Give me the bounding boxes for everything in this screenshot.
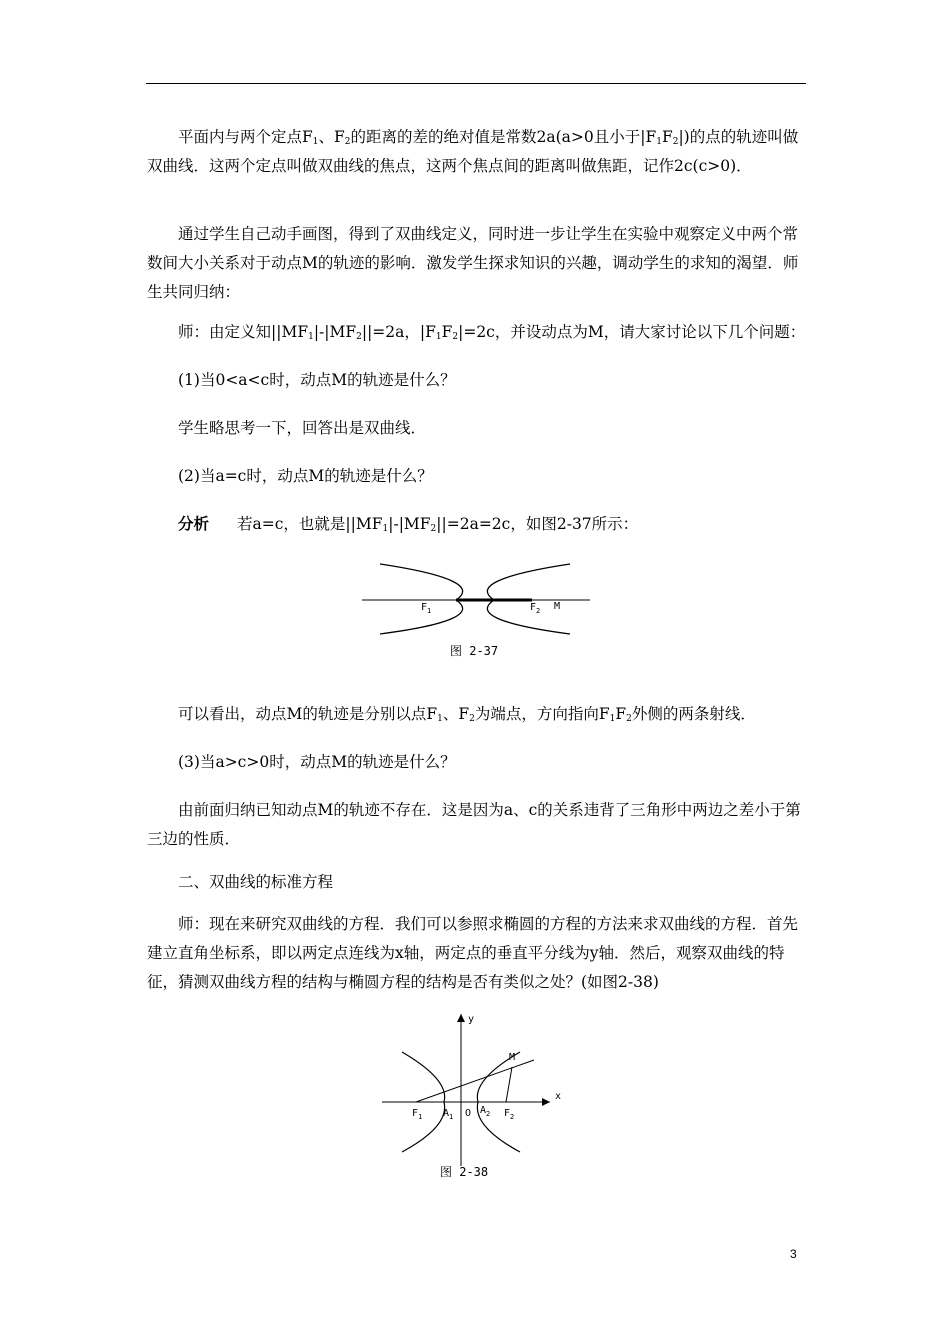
figure-2-38-caption: 图 2-38: [440, 1165, 489, 1179]
answer-1: 学生略思考一下，回答出是双曲线．: [178, 419, 427, 437]
x-axis-arrow: [542, 1098, 550, 1106]
label-m: M: [509, 1052, 516, 1063]
y-axis-arrow: [457, 1014, 465, 1022]
label-f1: $F_1$: [421, 602, 432, 615]
label-a2: $A_2$: [480, 1105, 491, 1118]
question-1: (1)当0<a<c时，动点M的轨迹是什么？: [178, 371, 456, 389]
figure-2-37-caption: 图 2-37: [450, 644, 499, 658]
line-f2-m: [506, 1067, 512, 1102]
hyperbola-left-branch: [380, 564, 463, 634]
paragraph-definition: 平面内与两个定点$F_1$、$F_2$的距离的差的绝对值是常数2a(a>0且小于$|F_1F_2|$)的点的轨迹叫做双曲线．这两个定点叫做双曲线的焦点，这两个焦点间的距离叫做焦距，记作2c(c>0)．: [147, 128, 799, 175]
figure-2-37: [358, 556, 594, 664]
question-3: (3)当a>c>0时，动点M的轨迹是什么？: [178, 753, 456, 771]
analysis-line: 分析 若a=c，也就是$||MF_1|-|MF_2||=2a=2c$，如图2-37所示：: [178, 515, 639, 534]
figure-2-38: [380, 1010, 580, 1182]
label-f1: $F_1$: [412, 1108, 423, 1121]
paragraph-no-locus: 由前面归纳已知动点M的轨迹不存在．这是因为a、c的关系违背了三角形中两边之差小于第三边的性质．: [147, 801, 801, 848]
paragraph-rays: 可以看出，动点M的轨迹是分别以点$F_1$、$F_2$为端点，方向指向$F_1F_2$外侧的两条射线．: [178, 705, 756, 724]
label-origin: O: [465, 1108, 472, 1119]
paragraph-equation-intro: 师：现在来研究双曲线的方程．我们可以参照求椭圆的方程的方法来求双曲线的方程．首先建立直角坐标系，即以两定点连线为x轴，两定点的垂直平分线为y轴．然后，观察双曲线的特征，猜测双曲线方程的结构与椭圆方程的结构是否有类似之处？(如图2-38): [147, 915, 799, 991]
section-heading-standard-equation: 二、双曲线的标准方程: [178, 873, 334, 891]
analysis-label: 分析: [178, 515, 210, 533]
label-f2: $F_2$: [530, 602, 541, 615]
question-2: (2)当a=c时，动点M的轨迹是什么？: [178, 467, 433, 485]
paragraph-teacher-question: 师：由定义知$||MF_1|-|MF_2||=2a$，$|F_1F_2|=2c$，并设动点为M，请大家讨论以下几个问题：: [178, 323, 806, 342]
page-number: 3: [790, 1247, 797, 1261]
label-f2: $F_2$: [504, 1108, 515, 1121]
line-f1-m: [416, 1060, 534, 1102]
label-m: M: [554, 601, 561, 612]
header-rule: [146, 83, 806, 84]
label-x: x: [555, 1091, 562, 1102]
label-y: y: [468, 1014, 475, 1025]
paragraph-activity: 通过学生自己动手画图，得到了双曲线定义，同时进一步让学生在实验中观察定义中两个常数间大小关系对于动点M的轨迹的影响．激发学生探求知识的兴趣，调动学生的求知的渴望．师生共同归纳：: [147, 225, 799, 301]
label-a1: $A_1$: [443, 1108, 454, 1121]
